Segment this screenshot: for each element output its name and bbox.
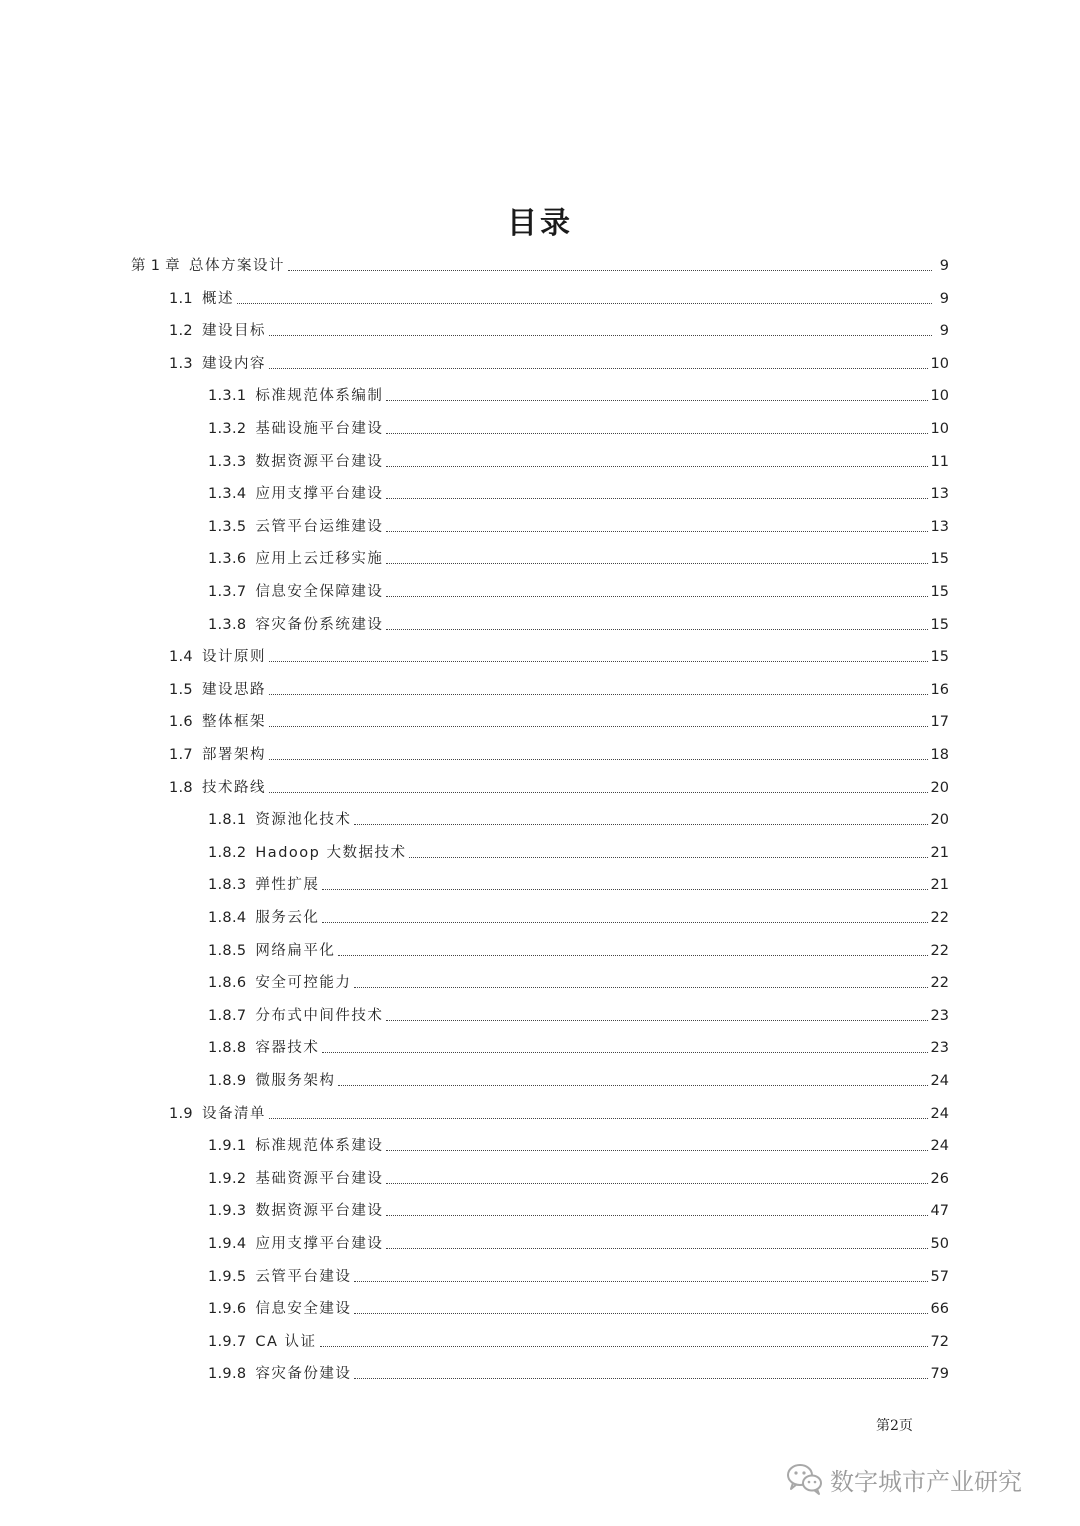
toc-entry-title: 基础设施平台建设 [255,421,384,437]
toc-entry-title: 安全可控能力 [255,975,352,992]
toc-entry[interactable] [169,349,949,373]
toc-entry-number: 1.3.2 [208,421,247,437]
toc-entry[interactable] [208,903,949,927]
dot-leader [354,1313,927,1314]
toc-entry-title: 微服务架构 [255,1073,336,1089]
toc-entry-title: 整体框架 [201,714,266,731]
dot-leader [386,629,927,630]
toc-entry-page: 15 [930,649,949,666]
toc-entry-number: 1.9.7 [208,1333,247,1350]
toc-entry-page: 57 [930,1268,949,1285]
toc-entry-number: 1.9.2 [208,1170,247,1187]
toc-entry[interactable] [208,577,949,601]
toc-entry-number: 1.3.5 [208,518,247,535]
toc-entry-title: 建设内容 [201,355,266,372]
toc-entry-title: 部署架构 [201,747,266,763]
toc-entry[interactable] [169,675,949,699]
toc-entry-title: 建设思路 [201,681,266,698]
toc-entry-title: 总体方案设计 [188,258,285,274]
toc-entry-title: 分布式中间件技术 [255,1007,384,1024]
toc-entry-number: 1.9.5 [208,1268,247,1285]
toc-entry-page: 18 [930,747,949,763]
dot-leader [322,922,927,923]
toc-entry-page: 13 [930,518,949,535]
dot-leader [269,726,928,727]
toc-entry-number: 1.9 [169,1105,193,1122]
toc-entry[interactable] [208,1164,949,1188]
dot-leader [322,889,927,890]
toc-entry-page: 23 [930,1007,949,1024]
dot-leader [354,824,927,825]
toc-entry-page: 79 [930,1366,949,1383]
toc-entry[interactable] [131,251,949,275]
toc-entry-title: 数据资源平台建设 [255,453,384,470]
toc-entry-page: 26 [930,1170,949,1187]
toc-entry-title: 服务云化 [255,910,320,926]
toc-entry-page: 17 [930,714,949,731]
toc-entry-page: 15 [930,616,949,633]
toc-entry-title: 技术路线 [201,779,266,796]
toc-entry-title: Hadoop 大数据技术 [255,844,407,861]
toc-entry-number: 1.8.8 [208,1040,247,1057]
dot-leader [386,433,927,434]
toc-entry-title: 网络扁平化 [255,942,336,959]
toc-entry-title: 基础资源平台建设 [255,1170,384,1187]
toc-entry-title: 容灾备份建设 [255,1366,352,1383]
toc-entry-page: 20 [930,812,949,829]
toc-entry-number: 1.3.4 [208,486,247,503]
toc-entry-number: 1.8 [169,779,193,796]
dot-leader [269,792,928,793]
toc-entry-number: 1.8.6 [208,975,247,992]
toc-entry-page: 24 [930,1105,949,1122]
toc-entry-number: 1.8.7 [208,1007,247,1024]
toc-entry-number: 1.8.1 [208,812,247,829]
toc-entry-page: 50 [930,1236,949,1252]
toc-entry-page: 15 [930,584,949,600]
toc-entry-number: 1.9.1 [208,1138,247,1155]
dot-leader [269,1118,928,1119]
toc-entry-title: 资源池化技术 [255,812,352,829]
toc-entry-page: 22 [930,942,949,959]
dot-leader [338,955,927,956]
toc-entry-page: 23 [930,1040,949,1057]
watermark-text: 数字城市产业研究 [830,1467,1022,1496]
toc-entry-page: 15 [930,551,949,568]
toc-entry[interactable] [169,1099,949,1123]
toc-entry-page: 10 [930,421,949,437]
dot-leader [386,466,927,467]
toc-entry-number: 1.8.9 [208,1073,247,1089]
toc-entry-page: 66 [930,1301,949,1318]
dot-leader [338,1085,927,1086]
toc-entry[interactable] [208,1359,949,1383]
dot-leader [354,1378,927,1379]
toc-entry-number: 1.8.5 [208,942,247,959]
toc-entry[interactable] [208,870,949,894]
toc-entry-title: 数据资源平台建设 [255,1203,384,1220]
toc-title: 目录 [507,206,573,241]
toc-entry-page: 10 [930,388,949,405]
dot-leader [237,303,932,304]
toc-entry-page: 9 [939,258,949,274]
toc-entry-title: 容灾备份系统建设 [255,616,384,633]
dot-leader [288,270,932,271]
toc-entry-title: 建设目标 [201,323,266,340]
dot-leader [386,1150,927,1151]
toc-entry-title: 云管平台建设 [255,1268,352,1285]
toc-entry-page: 10 [930,355,949,372]
toc-entry-title: 信息安全建设 [255,1301,352,1318]
toc-entry[interactable] [208,1262,949,1286]
dot-leader [386,1183,927,1184]
toc-entry[interactable] [208,479,949,503]
toc-entry-page: 21 [930,844,949,861]
dot-leader [409,857,927,858]
toc-entry-title: 云管平台运维建设 [255,518,384,535]
toc-entry[interactable] [169,284,949,308]
toc-entry-title: CA 认证 [255,1333,317,1350]
toc-entry-title: 弹性扩展 [255,877,320,894]
toc-entry[interactable] [169,740,949,764]
toc-entry-number: 1.3.1 [208,388,247,405]
dot-leader [269,661,928,662]
toc-entry-title: 标准规范体系编制 [255,388,384,405]
toc-entry[interactable] [208,544,949,568]
dot-leader [320,1346,928,1347]
toc-entry-page: 22 [930,910,949,926]
dot-leader [269,368,928,369]
toc-entry-page: 22 [930,975,949,992]
dot-leader [322,1052,927,1053]
toc-entry[interactable] [208,1229,949,1253]
dot-leader [386,596,927,597]
toc-entry[interactable] [208,936,949,960]
toc-entry-page: 24 [930,1138,949,1155]
dot-leader [269,335,932,336]
toc-entry[interactable] [208,838,949,862]
toc-entry[interactable] [169,642,949,666]
toc-entry-number: 1.3.6 [208,551,247,568]
toc-entry[interactable] [208,381,949,405]
toc-entry-number: 1.8.4 [208,910,247,926]
toc-entry-number: 1.3 [169,355,193,372]
toc-entry-number: 1.1 [169,290,193,307]
toc-entry-page: 9 [939,323,949,340]
toc-entry-title: 标准规范体系建设 [255,1138,384,1155]
dot-leader [386,563,927,564]
toc-entry[interactable] [208,1131,949,1155]
toc-entry-number: 1.2 [169,323,193,340]
toc-entry-page: 24 [930,1073,949,1089]
toc-entry[interactable] [208,1327,949,1351]
toc-entry-number: 1.6 [169,714,193,731]
toc-entry-page: 47 [930,1203,949,1220]
toc-entry[interactable] [208,805,949,829]
toc-entry-title: 容器技术 [255,1040,320,1057]
dot-leader [386,498,927,499]
toc-entry-page: 9 [939,290,949,307]
dot-leader [386,1248,927,1249]
toc-entry-page: 13 [930,486,949,503]
toc-entry-title: 设计原则 [201,649,266,666]
toc-entry-page: 16 [930,681,949,698]
toc-entry[interactable] [169,316,949,340]
toc-entry[interactable] [169,707,949,731]
toc-entry-number: 1.8.3 [208,877,247,894]
toc-entry-title: 应用上云迁移实施 [255,551,384,568]
wechat-icon [786,1462,824,1496]
toc-entry-number: 1.3.7 [208,584,247,600]
toc-entry-title: 概述 [201,290,234,307]
dot-leader [269,759,928,760]
dot-leader [386,531,927,532]
toc-entry-number: 第 1 章 [131,258,180,274]
toc-entry[interactable] [208,968,949,992]
dot-leader [269,694,928,695]
dot-leader [354,1281,927,1282]
toc-entry-page: 11 [930,453,949,470]
toc-entry[interactable] [208,1196,949,1220]
toc-entry-number: 1.9.8 [208,1366,247,1383]
dot-leader [386,400,927,401]
toc-entry-number: 1.7 [169,747,193,763]
toc-entry-number: 1.9.4 [208,1236,247,1252]
toc-entry[interactable] [208,1066,949,1090]
toc-entry[interactable] [208,1294,949,1318]
toc-entry[interactable] [208,512,949,536]
toc-entry[interactable] [169,773,949,797]
toc-entry[interactable] [208,1001,949,1025]
toc-entry[interactable] [208,447,949,471]
toc-entry-page: 20 [930,779,949,796]
toc-entry[interactable] [208,1033,949,1057]
toc-entry-title: 信息安全保障建设 [255,584,384,600]
toc-entry[interactable] [208,610,949,634]
toc-entry-number: 1.4 [169,649,193,666]
toc-entry[interactable] [208,414,949,438]
dot-leader [386,1020,927,1021]
toc-entry-number: 1.3.8 [208,616,247,633]
toc-entry-title: 应用支撑平台建设 [255,1236,384,1252]
toc-entry-number: 1.8.2 [208,844,247,861]
toc-entry-title: 设备清单 [201,1105,266,1122]
toc-entry-number: 1.5 [169,681,193,698]
toc-entry-number: 1.9.6 [208,1301,247,1318]
dot-leader [386,1215,927,1216]
watermark [786,1458,1022,1500]
toc-entry-page: 72 [930,1333,949,1350]
toc-entry-page: 21 [930,877,949,894]
toc-entry-number: 1.9.3 [208,1203,247,1220]
page-number: 第2页 [876,1418,913,1434]
toc-entry-number: 1.3.3 [208,453,247,470]
toc-entry-title: 应用支撑平台建设 [255,486,384,503]
dot-leader [354,987,927,988]
